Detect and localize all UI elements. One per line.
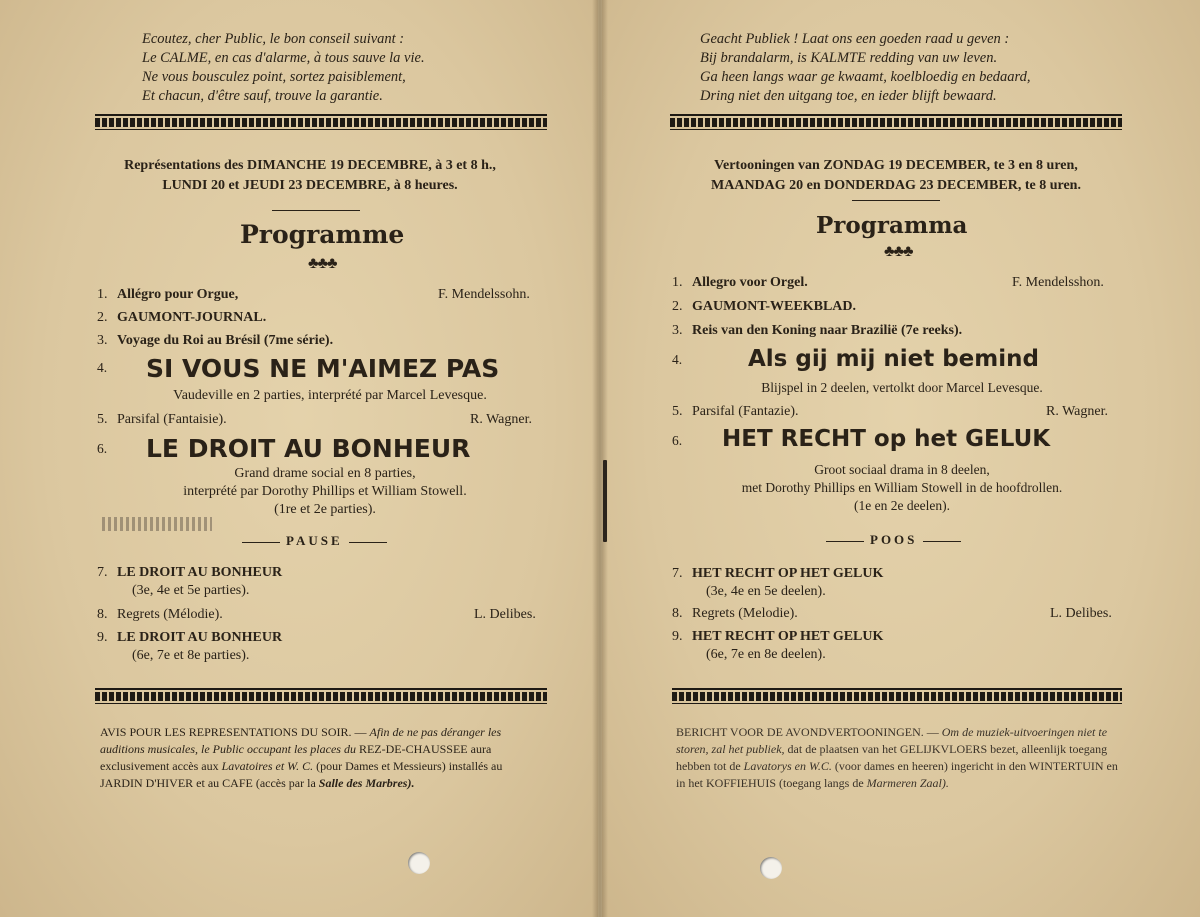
item-text: HET RECHT OP HET GELUK bbox=[692, 566, 884, 581]
item-sub: (6e, 7e en 8e deelen). bbox=[706, 647, 826, 662]
punch-hole bbox=[408, 852, 430, 874]
item-number: 6. bbox=[672, 433, 683, 448]
decorative-rule-bottom bbox=[95, 688, 547, 701]
item-number: 8. bbox=[97, 607, 108, 622]
composer: L. Delibes. bbox=[474, 607, 536, 622]
item-number: 8. bbox=[672, 606, 683, 621]
composer: F. Mendelsshon. bbox=[1012, 275, 1104, 290]
feature-title-1: SI VOUS NE M'AIMEZ PAS bbox=[146, 354, 500, 383]
pause-label: PAUSE bbox=[286, 533, 343, 548]
evening-notice-fr bbox=[100, 724, 547, 792]
program-item bbox=[672, 275, 808, 291]
feature-title-2: HET RECHT op het GELUK bbox=[722, 426, 1051, 452]
pause-divider bbox=[820, 532, 967, 548]
program-item bbox=[672, 404, 799, 420]
item-sub: (3e, 4e et 5e parties). bbox=[132, 583, 250, 598]
program-item bbox=[97, 607, 223, 623]
item-text: GAUMONT-JOURNAL. bbox=[117, 310, 267, 325]
composer: L. Delibes. bbox=[1050, 606, 1112, 621]
poem-line: Bij brandalarm, is KALMTE redding van uw leven. bbox=[700, 50, 998, 66]
feature-subtitle-2a: Grand drame social en 8 parties, bbox=[234, 466, 416, 481]
item-text: Parsifal (Fantazie). bbox=[692, 404, 799, 419]
item-text: Reis van den Koning naar Brazilië (7e reeks). bbox=[692, 323, 963, 338]
staple bbox=[603, 460, 607, 542]
program-title: Programme bbox=[240, 220, 405, 249]
notice-italic: Lavatoires et W. C. bbox=[221, 759, 314, 773]
item-sub: (3e, 4e en 5e deelen). bbox=[706, 584, 826, 599]
item-text: GAUMONT-WEEKBLAD. bbox=[692, 299, 857, 314]
item-text: Allégro pour Orgue, bbox=[117, 287, 239, 302]
faded-stamp bbox=[102, 517, 212, 531]
dates-line-2: MAANDAG 20 en DONDERDAG 23 DECEMBER, te 8 uren. bbox=[711, 178, 1081, 193]
program-item bbox=[97, 412, 227, 428]
safety-poem-nl bbox=[700, 30, 1031, 106]
program-title: Programma bbox=[816, 212, 968, 239]
item-number: 2. bbox=[672, 299, 683, 314]
feature-subtitle-2b: met Dorothy Phillips en William Stowell in de hoofdrollen. bbox=[741, 480, 1063, 495]
pause-divider bbox=[236, 533, 393, 549]
feature-subtitle-2b: interprété par Dorothy Phillips et William Stowell. bbox=[183, 484, 467, 499]
feature-subtitle-1: Vaudeville en 2 parties, interprété par Marcel Levesque. bbox=[173, 388, 487, 403]
program-item bbox=[672, 629, 883, 645]
notice-italic: Marmeren Zaal). bbox=[866, 776, 949, 790]
short-divider bbox=[272, 210, 360, 211]
item-number: 1. bbox=[97, 287, 108, 302]
item-sub: (6e, 7e et 8e parties). bbox=[132, 648, 250, 663]
program-item bbox=[97, 333, 333, 349]
notice-text: dat de plaatsen van het GELIJKVLOERS bezet, alleenlijk toegang hebben tot de bbox=[676, 742, 1108, 773]
poem-line: Ga heen langs waar ge kwaamt, koelbloedig en bedaard, bbox=[700, 69, 1031, 85]
poem-line: Dring niet den uitgang toe, en ieder blijft bewaard. bbox=[700, 88, 997, 104]
program-item bbox=[672, 323, 962, 339]
notice-italic: Afin de ne pas déranger les auditions musicales, le Public occupant les places du bbox=[100, 725, 502, 756]
composer: F. Mendelssohn. bbox=[438, 287, 530, 302]
item-text: Parsifal (Fantaisie). bbox=[117, 412, 227, 427]
composer: R. Wagner. bbox=[470, 412, 532, 427]
decorative-rule-top bbox=[95, 114, 547, 127]
decorative-rule-bottom bbox=[672, 688, 1122, 701]
feature-title-2: LE DROIT AU BONHEUR bbox=[146, 434, 471, 463]
poem-line: Ne vous bousculez point, sortez paisiblement, bbox=[142, 69, 406, 85]
dates-line-2: LUNDI 20 et JEUDI 23 DECEMBRE, à 8 heures. bbox=[162, 178, 458, 193]
ornament-icon: ♣♣♣ bbox=[308, 255, 337, 272]
notice-italic: Salle des Marbres). bbox=[318, 776, 415, 790]
item-number: 9. bbox=[672, 629, 683, 644]
program-item bbox=[672, 299, 856, 315]
item-text: LE DROIT AU BONHEUR bbox=[117, 565, 283, 580]
program-item bbox=[97, 287, 238, 303]
item-text: Regrets (Mélodie). bbox=[117, 607, 223, 622]
item-number: 6. bbox=[97, 441, 108, 456]
dates-line-1: Représentations des DIMANCHE 19 DECEMBRE, à 3 et 8 h., bbox=[124, 158, 496, 173]
feature-subtitle-2a: Groot sociaal drama in 8 deelen, bbox=[814, 462, 990, 477]
item-number: 4. bbox=[672, 352, 683, 367]
item-text: LE DROIT AU BONHEUR bbox=[117, 630, 283, 645]
item-text: HET RECHT OP HET GELUK bbox=[692, 629, 884, 644]
program-item bbox=[97, 630, 282, 646]
left-page-french bbox=[0, 0, 598, 917]
item-number: 5. bbox=[97, 412, 108, 427]
decorative-rule-top bbox=[670, 114, 1122, 127]
punch-hole bbox=[760, 857, 782, 879]
feature-title-1: Als gij mij niet bemind bbox=[748, 346, 1039, 372]
item-number: 3. bbox=[97, 333, 108, 348]
poem-line: Et chacun, d'être sauf, trouve la garantie. bbox=[142, 88, 383, 104]
poem-line: Geacht Publiek ! Laat ons een goeden raad u geven : bbox=[700, 31, 1010, 47]
program-item bbox=[672, 606, 798, 622]
item-number: 4. bbox=[97, 360, 108, 375]
composer: R. Wagner. bbox=[1046, 404, 1108, 419]
item-number: 1. bbox=[672, 275, 683, 290]
spine-fold bbox=[592, 0, 608, 917]
right-page-dutch bbox=[602, 0, 1200, 917]
item-number: 5. bbox=[672, 404, 683, 419]
notice-text: REZ-DE-CHAUSSEE aura exclusivement accès aux bbox=[100, 742, 492, 773]
dates-line-1: Vertooningen van ZONDAG 19 DECEMBER, te 3 en 8 uren, bbox=[714, 158, 1078, 173]
poem-line: Le CALME, en cas d'alarme, à tous sauve la vie. bbox=[142, 50, 425, 66]
feature-subtitle-1: Blijspel in 2 deelen, vertolkt door Marcel Levesque. bbox=[761, 380, 1043, 395]
item-number: 7. bbox=[672, 566, 683, 581]
feature-subtitle-2c: (1e en 2e deelen). bbox=[854, 498, 950, 513]
item-number: 7. bbox=[97, 565, 108, 580]
pause-label: POOS bbox=[870, 532, 918, 547]
notice-heading: AVIS POUR LES REPRESENTATIONS DU SOIR. — bbox=[100, 725, 367, 739]
poem-line: Ecoutez, cher Public, le bon conseil suivant : bbox=[142, 31, 405, 47]
notice-text: (voor dames en heeren) ingericht in den WINTERTUIN en in het KOFFIEHUIS (toegang langs de bbox=[676, 759, 1118, 790]
item-text: Regrets (Melodie). bbox=[692, 606, 798, 621]
notice-heading: BERICHT VOOR DE AVONDVERTOONINGEN. — bbox=[676, 725, 939, 739]
short-divider bbox=[852, 200, 940, 201]
notice-italic: Om de muziek-uitvoeringen niet te storen, zal het publiek, bbox=[676, 725, 1108, 756]
program-item bbox=[97, 565, 282, 581]
item-number: 2. bbox=[97, 310, 108, 325]
program-item bbox=[97, 310, 266, 326]
notice-text: (pour Dames et Messieurs) installés au JARDIN D'HIVER et au CAFE (accès par la bbox=[100, 759, 503, 790]
program-item bbox=[672, 566, 883, 582]
item-text: Voyage du Roi au Brésil (7me série). bbox=[117, 333, 334, 348]
item-number: 3. bbox=[672, 323, 683, 338]
ornament-icon: ♣♣♣ bbox=[884, 243, 913, 260]
item-text: Allegro voor Orgel. bbox=[692, 275, 808, 290]
safety-poem-fr bbox=[142, 30, 425, 106]
notice-italic: Lavatorys en W.C. bbox=[743, 759, 832, 773]
evening-notice-nl bbox=[676, 724, 1122, 792]
feature-subtitle-2c: (1re et 2e parties). bbox=[274, 502, 376, 517]
item-number: 9. bbox=[97, 630, 108, 645]
